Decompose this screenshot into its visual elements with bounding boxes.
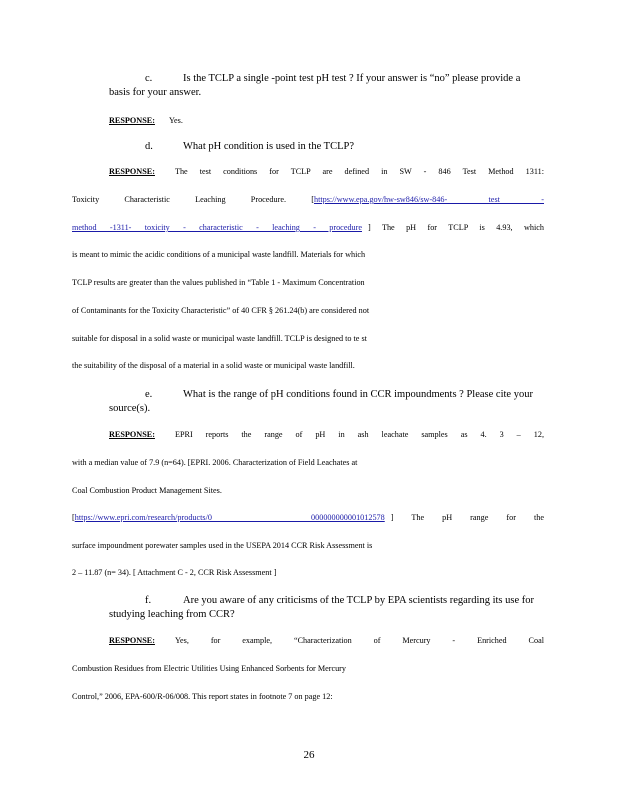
response-e-line-6: 2 – 11.87 (n= 34). [ Attachment C - 2, CCR Risk Assessment ] <box>72 568 277 577</box>
response-c-text: Yes. <box>168 116 183 125</box>
response-f-line-2: Combustion Residues from Electric Utilities Using Enhanced Sorbents for Mercury <box>72 664 347 673</box>
response-f-text-1: Yes, for example, “Characterization of Mercury - Enriched Coal <box>174 636 544 645</box>
response-e-line-1 <box>109 430 544 440</box>
response-f-line-1 <box>109 636 544 646</box>
response-f-label: RESPONSE: <box>109 636 155 645</box>
response-e-text-1: EPRI reports the range of pH in ash leachate samples as 4. 3 – 12, <box>174 430 544 439</box>
epa-link-part-1[interactable]: https://www.epa.gov/hw-sw846/sw-846- test - <box>314 195 544 204</box>
response-d-line-4: is meant to mimic the acidic conditions of a municipal waste landfill. Materials for which <box>72 250 366 259</box>
question-c <box>109 72 539 100</box>
response-e-bracket: [ <box>72 513 75 522</box>
response-d-line-2 <box>72 195 544 205</box>
page-number: 26 <box>303 749 315 761</box>
epa-link-part-2[interactable]: method -1311- toxicity - characteristic - leaching - procedure <box>72 223 362 232</box>
question-c-text: Is the TCLP a single -point test pH test ? If your answer is “no” please provide a basis for your answer. <box>109 73 521 98</box>
response-d-label: RESPONSE: <box>109 167 155 176</box>
response-c-label: RESPONSE: <box>109 116 155 125</box>
question-e <box>109 388 539 416</box>
response-d-text-2a: Toxicity Characteristic Leaching Procedure. [ <box>72 195 314 204</box>
response-c <box>109 116 544 126</box>
response-e-line-2: with a median value of 7.9 (n=64). [EPRI. 2006. Characterization of Field Leachates at <box>72 458 358 467</box>
response-d-line-3 <box>72 223 544 233</box>
response-d-line-7: suitable for disposal in a solid waste or municipal waste landfill. TCLP is designed to te st <box>72 334 367 343</box>
response-d-text-1: The test conditions for TCLP are defined in SW - 846 Test Method 1311: <box>174 167 544 176</box>
question-e-number: e. <box>145 389 153 400</box>
question-d-number: d. <box>145 141 153 152</box>
response-d-line-6: of Contaminants for the Toxicity Characteristic” of 40 CFR § 261.24(b) are considered not <box>72 306 370 315</box>
response-e-text-4c: ] The pH range for the <box>390 513 544 522</box>
response-e-line-4 <box>72 513 544 523</box>
response-e-line-3: Coal Combustion Product Management Sites. <box>72 486 222 495</box>
question-c-number: c. <box>145 73 153 84</box>
question-f-number: f. <box>145 595 152 606</box>
response-d-line-5: TCLP results are greater than the values published in “Table 1 - Maximum Concentration <box>72 278 365 287</box>
response-d-text-3b: ] The pH for TCLP is 4.93, which <box>368 223 544 232</box>
response-d-line-1 <box>109 167 544 177</box>
question-f <box>109 594 539 622</box>
response-e-label: RESPONSE: <box>109 430 155 439</box>
question-d-text: What pH condition is used in the TCLP? <box>183 141 354 152</box>
question-d <box>109 140 539 154</box>
response-e-line-5: surface impoundment porewater samples used in the USEPA 2014 CCR Risk Assessment is <box>72 541 373 550</box>
epri-link[interactable]: https://www.epri.com/research/products/0 000000000001012578 <box>74 513 385 522</box>
response-f-line-3: Control,” 2006, EPA-600/R-06/008. This report states in footnote 7 on page 12: <box>72 692 333 701</box>
response-d-line-8: the suitability of the disposal of a material in a solid waste or municipal waste landfill. <box>72 361 355 370</box>
question-e-text: What is the range of pH conditions found in CCR impoundments ? Please cite your source(s). <box>109 389 533 414</box>
question-f-text: Are you aware of any criticisms of the TCLP by EPA scientists regarding its use for studying leaching from CCR? <box>109 595 535 620</box>
